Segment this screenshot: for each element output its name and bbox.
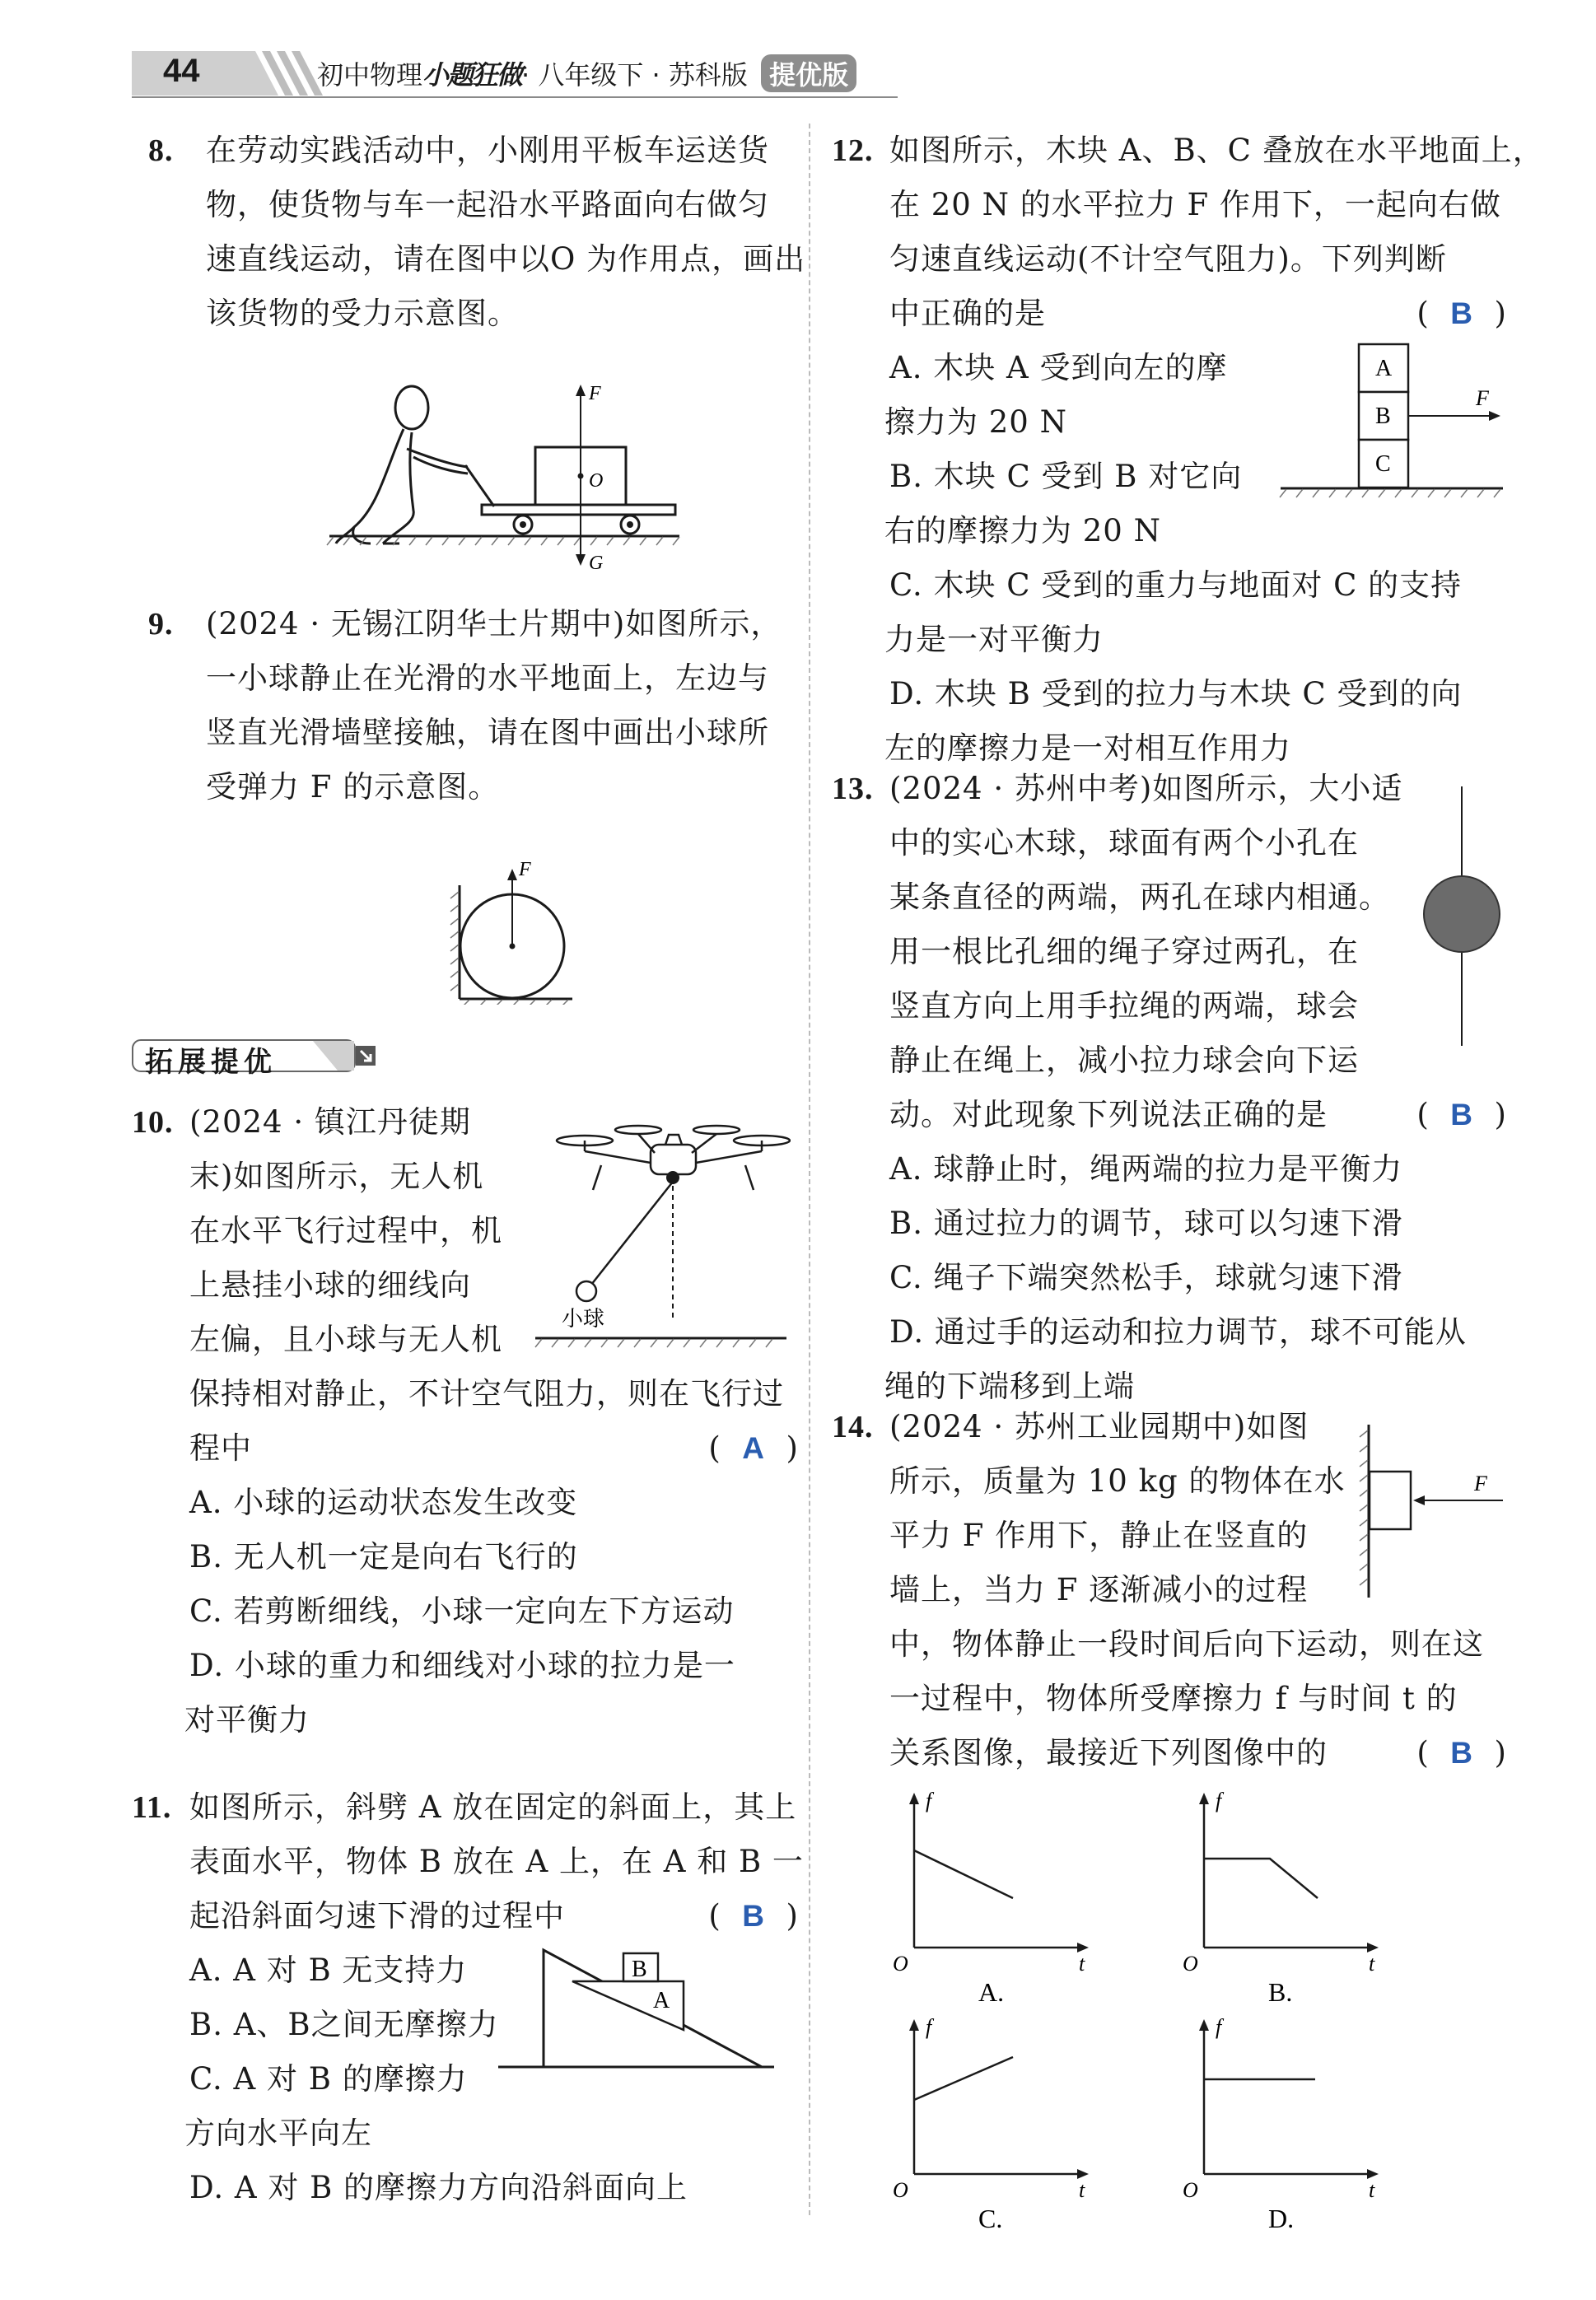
section-heading	[132, 1036, 379, 1077]
origin-label: O	[893, 1952, 908, 1976]
option-a: A. 球静止时，绳两端的拉力是平衡力	[889, 1151, 1403, 1187]
graph-label: B.	[1268, 1977, 1293, 2005]
option-b: B. 通过拉力的调节，球可以匀速下滑	[889, 1206, 1403, 1241]
block-wall-figure	[1351, 1421, 1507, 1602]
question-text: 竖直方向上用手拉绳的两端，球会	[889, 988, 1359, 1024]
option-d-cont: 绳的下端移到上端	[884, 1369, 1135, 1404]
axis-label-t: t	[1369, 1952, 1375, 1976]
force-label-f: F	[589, 383, 601, 404]
question-text: 中，物体静止一段时间后向下运动，则在这	[889, 1626, 1484, 1662]
answer-bracket: ( B )	[708, 1898, 799, 1934]
option-b: B. 无人机一定是向右飞行的	[189, 1539, 578, 1575]
question-text: (2024 · 苏州工业园期中)如图	[889, 1409, 1309, 1444]
section-title: 拓展提优	[145, 1046, 277, 1079]
question-text: 墙上，当力 F 逐渐减小的过程	[889, 1572, 1309, 1607]
graph-b	[1179, 1783, 1393, 2005]
question-text: 在水平飞行过程中，机	[189, 1213, 502, 1248]
option-c: C. A 对 B 的摩擦力	[189, 2061, 468, 2097]
edition-badge: 提优版	[761, 54, 856, 92]
ball-rope-figure	[1416, 782, 1507, 1050]
page-number: 44	[163, 53, 200, 89]
question-number: 13.	[832, 772, 874, 806]
graph-label: D.	[1268, 2204, 1295, 2232]
graph-label: A.	[978, 1977, 1005, 2005]
point-label-o: O	[589, 470, 604, 492]
option-c: C. 绳子下端突然松手，球就匀速下滑	[889, 1260, 1403, 1295]
question-text: 一小球静止在光滑的水平地面上，左边与	[206, 660, 769, 696]
answer-value: B	[1450, 1736, 1474, 1770]
option-a-cont: 擦力为 20 N	[884, 404, 1067, 440]
option-d: D. A 对 B 的摩擦力方向沿斜面向上	[189, 2170, 688, 2205]
column-divider	[809, 124, 810, 2215]
book-title	[317, 54, 856, 92]
option-c: C. 若剪断细线，小球一定向左下方运动	[189, 1593, 735, 1629]
axis-label-f: f	[926, 1789, 932, 1812]
question-text: 一过程中，物体所受摩擦力 f 与时间 t 的	[889, 1681, 1458, 1716]
option-b-cont: 右的摩擦力为 20 N	[884, 513, 1161, 548]
answer-value: B	[742, 1899, 766, 1933]
block-label-a: A	[1375, 356, 1393, 381]
option-a: A. 小球的运动状态发生改变	[189, 1485, 578, 1520]
question-text: 某条直径的两端，两孔在球内相通。	[889, 879, 1390, 915]
axis-label-t: t	[1079, 2178, 1085, 2202]
axis-label-t: t	[1369, 2178, 1375, 2202]
question-text: 竖直光滑墙壁接触，请在图中画出小球所	[206, 715, 769, 750]
question-text: 所示，质量为 10 kg 的物体在水	[889, 1463, 1346, 1499]
answer-bracket: ( A )	[708, 1430, 799, 1466]
question-number: 11.	[132, 1790, 172, 1825]
question-text: 用一根比孔细的绳子穿过两孔，在	[889, 934, 1359, 969]
answer-value: B	[1450, 1098, 1474, 1131]
question-text: 中的实心木球，球面有两个小孔在	[889, 825, 1359, 861]
option-c-cont: 力是一对平衡力	[884, 622, 1104, 657]
axis-label-f: f	[1216, 1789, 1222, 1812]
option-d: D. 木块 B 受到的拉力与木块 C 受到的向	[889, 676, 1463, 711]
block-label-b: B	[1375, 404, 1391, 429]
block-label-c: C	[1375, 451, 1391, 477]
question-text: 受弹力 F 的示意图。	[206, 769, 500, 805]
graph-line	[1204, 1859, 1318, 1898]
question-text: 该货物的受力示意图。	[206, 296, 519, 331]
option-c: C. 木块 C 受到的重力与地面对 C 的支持	[889, 567, 1463, 603]
question-number: 9.	[148, 607, 174, 641]
option-d-cont: 对平衡力	[184, 1702, 310, 1738]
question-text: 如图所示，斜劈 A 放在固定的斜面上，其上	[189, 1789, 797, 1825]
question-text: 程中	[189, 1430, 252, 1466]
option-d: D. 小球的重力和细线对小球的拉力是一	[189, 1648, 735, 1683]
question-number: 12.	[832, 133, 874, 168]
drone-figure	[527, 1112, 791, 1359]
force-label-f: F	[1474, 1472, 1487, 1495]
graph-line	[914, 1850, 1013, 1898]
question-number: 14.	[832, 1410, 874, 1444]
answer-bracket: ( B )	[1416, 1735, 1507, 1770]
answer-value: A	[742, 1431, 766, 1465]
option-b: B. 木块 C 受到 B 对它向	[889, 459, 1243, 494]
option-d: D. 通过手的运动和拉力调节，球不可能从	[889, 1314, 1467, 1350]
force-label-f: F	[519, 859, 531, 880]
question-text: (2024 · 镇江丹徒期	[189, 1104, 471, 1140]
graph-a	[889, 1783, 1104, 2005]
question-text: 在劳动实践活动中，小刚用平板车运送货	[206, 133, 769, 168]
graph-d	[1179, 2009, 1393, 2232]
question-text: 保持相对静止，不计空气阻力，则在飞行过	[189, 1376, 784, 1411]
question-number: 8.	[148, 133, 174, 168]
ball-wall-figure	[436, 852, 593, 1005]
page-header	[132, 48, 898, 97]
question-text: 匀速直线运动(不计空气阻力)。下列判断	[889, 241, 1447, 277]
question-text: 末)如图所示，无人机	[189, 1159, 484, 1194]
question-text: 物，使货物与车一起沿水平路面向右做匀	[206, 187, 769, 222]
question-text: 平力 F 作用下，静止在竖直的	[889, 1518, 1309, 1553]
book-title-brand: 小题狂做	[422, 59, 522, 91]
answer-bracket: ( B )	[1416, 296, 1507, 331]
graph-c	[889, 2009, 1104, 2232]
option-c-cont: 方向水平向左	[184, 2116, 372, 2151]
force-label-f: F	[1476, 386, 1489, 410]
question-text: 左偏，且小球与无人机	[189, 1322, 502, 1357]
force-label-g: G	[589, 553, 604, 574]
stacked-blocks-figure	[1276, 338, 1507, 502]
wedge-label-a: A	[653, 1988, 670, 2013]
option-a: A. A 对 B 无支持力	[189, 1952, 468, 1988]
origin-label: O	[1183, 2178, 1198, 2202]
block-label-b: B	[632, 1957, 647, 1982]
origin-label: O	[1183, 1952, 1198, 1976]
question-9	[148, 597, 799, 814]
cart-figure	[321, 375, 684, 581]
answer-value: B	[1450, 296, 1474, 330]
book-title-subject: 初中物理	[317, 59, 423, 91]
origin-label: O	[893, 2178, 908, 2202]
question-8	[148, 124, 806, 341]
wedge-figure	[498, 1935, 774, 2075]
book-title-grade: · 八年级下 · 苏科版	[521, 59, 748, 91]
question-text: 速直线运动，请在图中以O 为作用点，画出	[206, 241, 806, 277]
ball-label: 小球	[562, 1307, 605, 1331]
axis-label-f: f	[926, 2015, 932, 2039]
axis-label-f: f	[1216, 2015, 1222, 2039]
question-text: (2024 · 苏州中考)如图所示，大小适	[889, 771, 1403, 806]
option-d-cont: 左的摩擦力是一对相互作用力	[884, 730, 1291, 766]
answer-bracket: ( B )	[1416, 1097, 1507, 1132]
question-text: 在 20 N 的水平拉力 F 作用下，一起向右做	[889, 187, 1501, 222]
question-number: 10.	[132, 1105, 174, 1140]
question-text: (2024 · 无锡江阴华士片期中)如图所示，	[206, 606, 782, 641]
question-text: 起沿斜面匀速下滑的过程中	[189, 1898, 565, 1934]
question-text: 静止在绳上，减小拉力球会向下运	[889, 1043, 1359, 1078]
question-text: 如图所示，木块 A、B、C 叠放在水平地面上，	[889, 133, 1544, 168]
graph-line	[914, 2057, 1013, 2100]
question-text: 动。对此现象下列说法正确的是	[889, 1097, 1328, 1132]
option-b: B. A、B之间无摩擦力	[189, 2007, 499, 2042]
axis-label-t: t	[1079, 1952, 1085, 1976]
graph-label: C.	[978, 2204, 1003, 2232]
question-text: 表面水平，物体 B 放在 A 上，在 A 和 B 一	[189, 1844, 804, 1879]
question-text: 关系图像，最接近下列图像中的	[889, 1735, 1328, 1770]
question-text: 中正确的是	[889, 296, 1046, 331]
option-a: A. 木块 A 受到向左的摩	[889, 350, 1228, 385]
question-13	[832, 762, 1507, 1414]
question-text: 上悬挂小球的细线向	[189, 1267, 471, 1303]
